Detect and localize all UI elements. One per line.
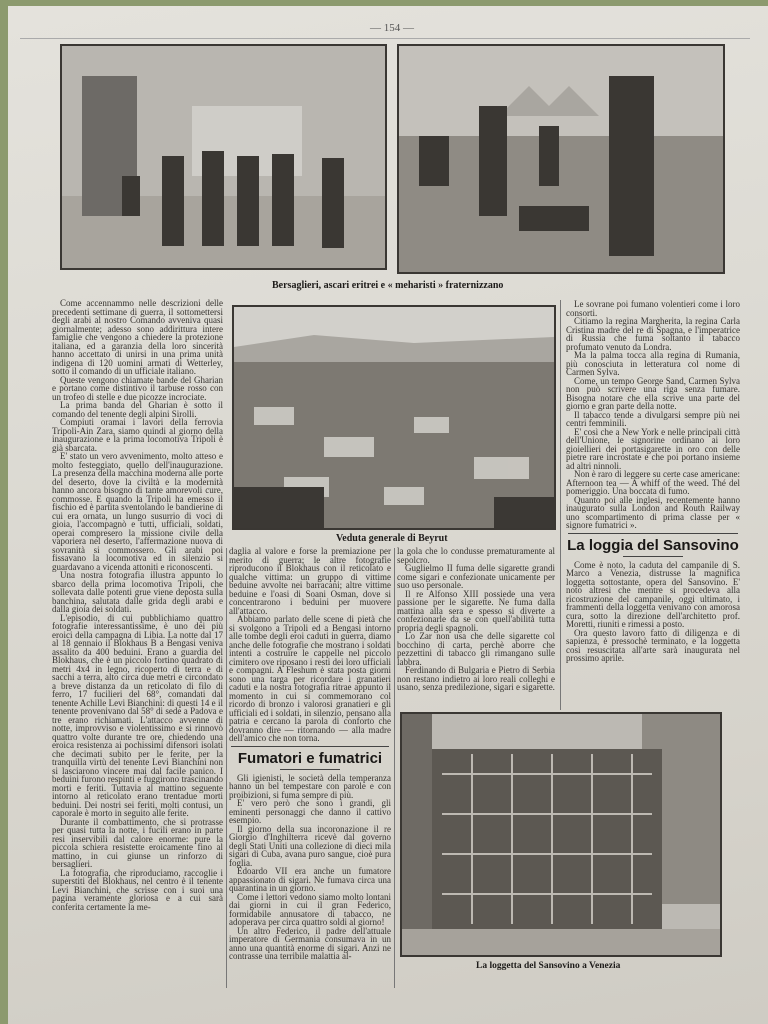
divider — [231, 746, 389, 747]
column-rule — [226, 548, 227, 988]
paragraph: L'episodio, di cui pubblichiamo quattro fotografie interessantissime, è uno dei più eroici della campagna di Libia. La notte dal 17 al 18 gennaio il Blokhaus B a Bengasi veniva assalito da 400 beduini. Erano a guardia del Blokhaus, che è un piccolo fortino quadrato di metri 4x4 in legno, ricoperto di terra e di sacchi a terra, alto circa due metri e circondato a breve distanza da un reticolato di filo di ferro, 17 fucilieri del 68°, comandati dal tenente Achille Levi Bianchini: di questi 14 e il tenente provenivano dal 58° di sede a Padova e tre erano richiamati. L'attacco avvenne di notte, improvviso e violentissimo e si rinnovò quattro volte durante tre ore, chiedendo una eroica resistenza ai pochissimi difensori isolati che decimati subito per le ferite, per la tranquilla virtù del tenente Levi Bianchini non si lasciarono vincere mai dal facile panico. I beduini furono respinti e fuggirono trascinando morti e feriti. Tuttavia al mattino seguente intorno al reticolato erano trentadue morti beduini. Dei nostri sei feriti, molti contusi, un caporale è morto in seguito alle ferite. — [52, 612, 223, 818]
caption-beyrut: Veduta generale di Beyrut — [336, 533, 448, 544]
paragraph: E' così che a New York e nelle principali città dell'Unione, le signorine ordinano ai loro gioiellieri dei portasigarette in oro con delle pietre rare incrostate e che poi portano insieme ad altri ninnoli. — [566, 426, 740, 471]
paragraph: Il giorno della sua incoronazione il re Giorgio d'Inghilterra ricevè dal governo degli Stati Uniti una collezione di dieci mila sigari di Cuba, avana puro sangue, cioè pura foglia. — [229, 823, 391, 868]
article-column-4 — [566, 300, 740, 663]
paragraph: Ora questo lavoro fatto di diligenza e di sapienza, è pressochè terminato, e la loggetta così resuscitata all'arte sarà inaugurata nel prossimo aprile. — [566, 627, 740, 663]
caption-bersaglieri: Bersaglieri, ascari eritrei e « meharisti » fraternizzano — [272, 280, 504, 291]
divider — [280, 769, 340, 770]
paragraph: la gola che lo condusse prematuramente al sepolcro. — [397, 546, 555, 565]
paragraph: La prima banda del Gharian è sotto il comando del tenente degli alpini Sirolli. — [52, 400, 223, 419]
paragraph: Quanto poi alle inglesi, recentemente hanno inaugurato sulla London and Routh Railway uno scompartimento di prima classe per « signore fumatrici ». — [566, 494, 740, 530]
column-rule — [394, 548, 395, 988]
paragraph: Il tabacco tende a divulgarsi sempre più nei centri femminili. — [566, 409, 740, 428]
paragraph: Come, un tempo George Sand, Carmen Sylva non può scrivere una riga senza fumare. Bisogna notare che ella scrive una parte del giorno e gran parte della notte. — [566, 375, 740, 411]
photo-bersaglieri-left — [60, 44, 387, 270]
page-number: — 154 — — [370, 22, 414, 34]
paragraph: Gli igienisti, le società della temperanza hanno un bel tempestare con parole e con proibizioni, si fuma sempre di più. — [229, 772, 391, 800]
paragraph: Come è noto, la caduta del campanile di S. Marco a Venezia, distrusse la magnifica loggetta sottostante, opera del Sansovino. E' noto altresì che mentre si procedeva alla ricostruzione del campanile, oggi ultimato, i frammenti della loggetta venivano con amorosa cura, sotto la direzione dell'architetto prof. Moretti, riuniti e rimessi a posto. — [566, 559, 740, 629]
paragraph: Una nostra fotografia illustra appunto lo sbarco della prima locomotiva Tripoli, che sollevata dalle potenti grue viene deposta sulla banchina, salutata dalle grida degli arabi e dalla gioia dei soldati. — [52, 570, 223, 614]
paragraph: Non è raro di leggere su certe case americane: Afternoon tea — A whiff of the weed. Thé del pomeriggio. Una boccata di fumo. — [566, 469, 740, 496]
headline-fumatori: Fumatori e fumatrici — [237, 749, 383, 767]
article-column-2 — [229, 547, 391, 961]
paragraph: Come accennammo nelle descrizioni delle precedenti settimane di guerra, il sottomettersi degli arabi al nostro Comando avveniva quasi giornalmente; adesso sono addirittura intere famiglie che vengono a chiedere la protezione italiana, ed a garanzia della loro sincerità hanno accettato di unirsi in una prima unità indigena di 120 uomini armati di Wetterley, sotto il comando di un ufficiale italiano. — [52, 298, 223, 376]
paragraph: La fotografia, che riproduciamo, raccoglie i superstiti del Blokhaus, nel centro è il tenente Levi Bianchini, che scrisse con i suoi una pagina veramente gloriosa e a cui sarà conferita certamente la me- — [52, 867, 223, 912]
paragraph: Citiamo la regina Margherita, la regina Carla Cristina madre del re di Spagna, e l'imperatrice di Russia che fuma soltanto il tabacco profumato venuto da Londra. — [566, 316, 740, 352]
article-column-1 — [52, 299, 223, 911]
paragraph: Come i lettori vedono siamo molto lontani dai giorni in cui il gran Federico, formidabile annusatore di tabacco, ne adoperava per circa quattro soldi al giorno! — [229, 891, 391, 927]
article-loggia — [566, 561, 740, 663]
photo-beyrut — [232, 305, 556, 530]
article-fumatori — [229, 774, 391, 961]
divider — [568, 533, 738, 534]
paragraph: Un altro Federico, il padre dell'attuale imperatore di Germania consumava in un anno una quantità enorme di sigari. Anzi ne contrasse una terribile malattia al- — [229, 925, 391, 961]
paragraph: Queste vengono chiamate bande del Gharian e portano come distintivo il tarbuse rosso con un trofeo di stelle e due picozze incrociate. — [52, 374, 223, 402]
paragraph: daglia al valore e forse la premiazione per merito di guerra; le altre fotografie riproducono il Blokhaus con il reticolato e qualche vittima: un gruppo di vittime beduine avvolte nei barracani; altre vittime beduine e l'oasi di Soani Osman, dove si concentrarono i beduini per muovere all'attacco. — [229, 546, 391, 616]
paragraph: E' stato un vero avvenimento, molto atteso e molto festeggiato, quello dell'inaugurazione. La presenza della macchina moderna alle porte del deserto, dove la civiltà e la modernità hanno ancora bisogno di tante amorevoli cure, commosse. E quando la Tripoli ha emesso il fischio ed è partita sventolando le bandierine di cui era ornata, un lungo susurrio di voci di gioia, l'accompagnò e tutti, ufficiali, soldati, operai compresero la missione civile della vaporiera nel deserto, l'affermazione nuova di sovranità si commossero. Gli arabi poi fissavano la locomotiva ed in silenzio si guardavano a vicenda attoniti e riconoscenti. — [52, 451, 223, 572]
paragraph: Abbiamo parlato delle scene di pietà che si svolgono a Tripoli ed a Bengasi intorno alle tombe degli eroi caduti in guerra, diamo anche delle fotografie che mostrano i soldati intenti a costruire le cappelle nel piccolo cimitero ove riposano i resti dei loro ufficiali e compagni. A Fleshum è stata posta giorni sono una targa per ricordare i granatieri caduti e la nostra fotografia ritrae appunto il momento in cui si commemorano col ricordo di bronzo i valorosi granatieri e gli ufficiali ed i soldati, in silenzio, pensano alla patria e cercano la parola di conforto che dovranno dire — ritornando — alla madre dell'amico che non torna. — [229, 614, 391, 743]
paragraph: E' vero però che sono i grandi, gli eminenti personaggi che danno il cattivo esempio. — [229, 798, 391, 825]
paragraph: Le sovrane poi fumano volentieri come i loro consorti. — [566, 299, 740, 318]
photo-bersaglieri-right — [397, 44, 725, 274]
paragraph: Guglielmo II fuma delle sigarette grandi come sigari e confezionate unicamente per suo uso personale. — [397, 563, 555, 590]
divider — [20, 38, 750, 39]
paragraph: Ma la palma tocca alla regina di Rumania, più conosciuta in letteratura col nome di Carmen Sylva. — [566, 350, 740, 377]
paragraph: Lo Zar non usa che delle sigarette col bocchino di carta, perchè aborre che pezzettini di tabacco gli rimangano sulle labbra. — [397, 631, 555, 667]
photo-loggetta — [400, 712, 722, 957]
divider — [623, 556, 683, 557]
paragraph: Ferdinando di Bulgaria e Pietro di Serbia non restano indietro ai loro reali colleghi e usano, senza predilezione, sigari e sigarette. — [397, 665, 555, 692]
headline-loggia: La loggia del Sansovino — [567, 536, 739, 554]
column-rule — [560, 300, 561, 710]
paragraph: Il re Alfonso XIII possiede una vera passione per le sigarette. Ne fuma dalla mattina alla sera e spesso si diverte a confezionarle da se con quell'abilità tutta propria degli spagnoli. — [397, 588, 555, 633]
caption-loggetta: La loggetta del Sansovino a Venezia — [476, 961, 621, 971]
paragraph: Compiuti oramai i lavori della ferrovia Tripoli-Ain Zara, siamo quindi al giorno della inaugurazione e la prima locomotiva Tripoli è già sbarcata. — [52, 417, 223, 453]
article-column-3 — [397, 547, 555, 692]
paragraph: Durante il combattimento, che si protrasse per quasi tutta la notte, i fucili erano in parte resi inservibili dal calore enorme: pure la piccola schiera resistette eroicamente fino al mattino, in cui giunse un rinforzo di bersaglieri. — [52, 816, 223, 869]
paragraph: Edoardo VII era anche un fumatore appassionato di sigari. Ne fumava circa una quarantina in un giorno. — [229, 866, 391, 893]
